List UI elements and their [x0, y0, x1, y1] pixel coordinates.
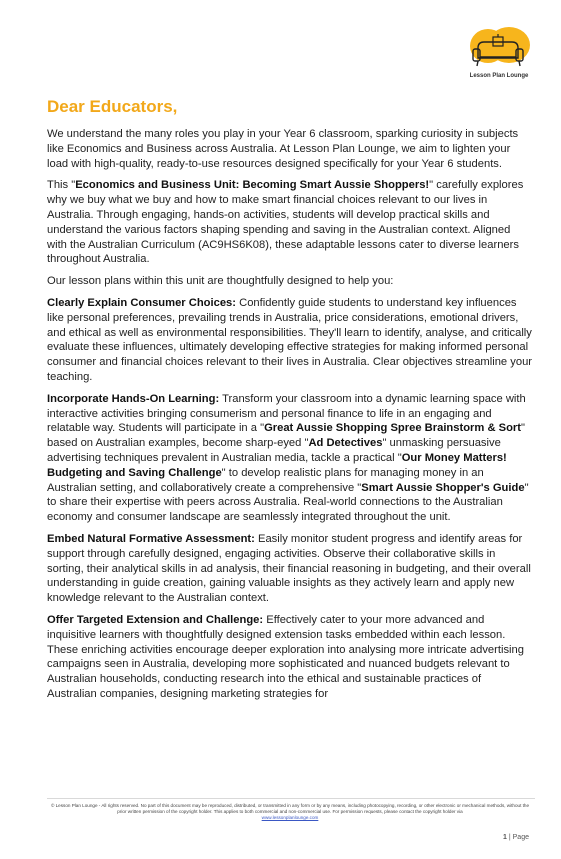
brand-logo [462, 26, 536, 82]
hands-on-learning-paragraph: Incorporate Hands-On Learning: Transform your classroom into a dynamic learning space with interactive activities bringing consumerism and personal finance to life in an engaging and relatable way. Students will participate in a "Great Aussie Shopping Spree Brainstorm & Sort" based on Australian examples, become sharp-eyed "Ad Detectives" unmasking persuasive advertising techniques prevalent in Australian media, tackle a practical "Our Money Matters! Budgeting and Saving Challenge" to develop realistic plans for managing money in an Australian setting, and collaboratively create a comprehensive "Smart Aussie Shopper's Guide" to share their expertise with peers across Australia. Real-world connections to the Australian economy and consumer landscape are seamlessly integrated throughout the unit. [47, 392, 529, 524]
section-title: Offer Targeted Extension and Challenge: [47, 613, 264, 626]
sofa-icon [462, 26, 536, 76]
page-number: 1 | Page [503, 834, 529, 841]
letter-body [47, 127, 533, 709]
section-title: Incorporate Hands-On Learning: [47, 392, 220, 405]
website-link[interactable]: www.lessonplanlounge.com [261, 815, 319, 820]
activity-name: Ad Detectives [308, 437, 383, 450]
footer-divider [47, 798, 535, 799]
greeting-heading: Dear Educators, [47, 97, 178, 116]
copyright-notice: © Lesson Plan Lounge - All rights reserved. No part of this document may be reproduced, distributed, or transmitted in any form or by any means, including photocopying, recording, or other electronic or mechanical methods, without the prior written permission of the copyright holder. This applies to both commercial and non-commercial use. For permission requests, please contact the copyright holder via [50, 803, 530, 814]
section-title: Embed Natural Formative Assessment: [47, 532, 255, 545]
consumer-choices-paragraph: Clearly Explain Consumer Choices: Confidently guide students to understand key influences like personal preferences, prevailing trends in Australia, price considerations, emotional drivers, and ethical as well as environmental responsibilities. They'll learn to identify, analyse, and critically evaluate these influences, ultimately developing effective strategies for making informed personal consumer and financial choices relevant to their lives in Australia. Clear objectives streamline your teaching. [47, 296, 533, 383]
brand-name: Lesson Plan Lounge [469, 73, 529, 79]
unit-title: Economics and Business Unit: Becoming Smart Aussie Shoppers! [75, 179, 430, 192]
activity-name: Smart Aussie Shopper's Guide [361, 481, 525, 494]
activity-name: Our Money Matters! Budgeting and Saving Challenge [47, 451, 507, 479]
unit-description-paragraph: This "Economics and Business Unit: Becoming Smart Aussie Shoppers!" carefully explores why we buy what we buy and how to make smart financial choices relevant to our lives in Australia. Through engaging, hands-on activities, students will develop practical skills and understand the various factors shaping spending and saving in the Australian context. Aligned with the Australian Curriculum (AC9HS6K08), these adaptable lessons cater to diverse learners throughout Australia. [47, 179, 524, 266]
intro-paragraph: We understand the many roles you play in your Year 6 classroom, sparking curiosity in subjects like Economics and Business across Australia. At Lesson Plan Lounge, we aim to lighten your load with high-quality, ready-to-use resources designed specifically for your Year 6 students. [47, 128, 519, 170]
formative-assessment-paragraph: Embed Natural Formative Assessment: Easily monitor student progress and identify areas for support through carefully designed, engaging activities. Observe their collaborative skills in sorting, their analytical skills in ad analysis, their financial reasoning in budgeting, and their overall understanding in guide creation, gaining valuable insights as they actively learn and apply new knowledge relevant to the Australian context. [47, 532, 531, 605]
section-title: Clearly Explain Consumer Choices: [47, 296, 237, 309]
footer [47, 803, 533, 821]
activity-name: Great Aussie Shopping Spree Brainstorm & Sort [264, 422, 522, 435]
extension-challenge-paragraph: Offer Targeted Extension and Challenge: Effectively cater to your more advanced and inquisitive learners with thoughtfully designed extension tasks embedded within each lesson. These enriching activities encourage deeper exploration into analysing more intricate advertising campaigns seen in Australia, developing more sophisticated and nuanced budgets relevant to Australian households, conducting research into the ethical and sustainable practices of Australian companies, designing marketing strategies for [47, 613, 524, 700]
lead-in-paragraph: Our lesson plans within this unit are thoughtfully designed to help you: [47, 275, 394, 288]
